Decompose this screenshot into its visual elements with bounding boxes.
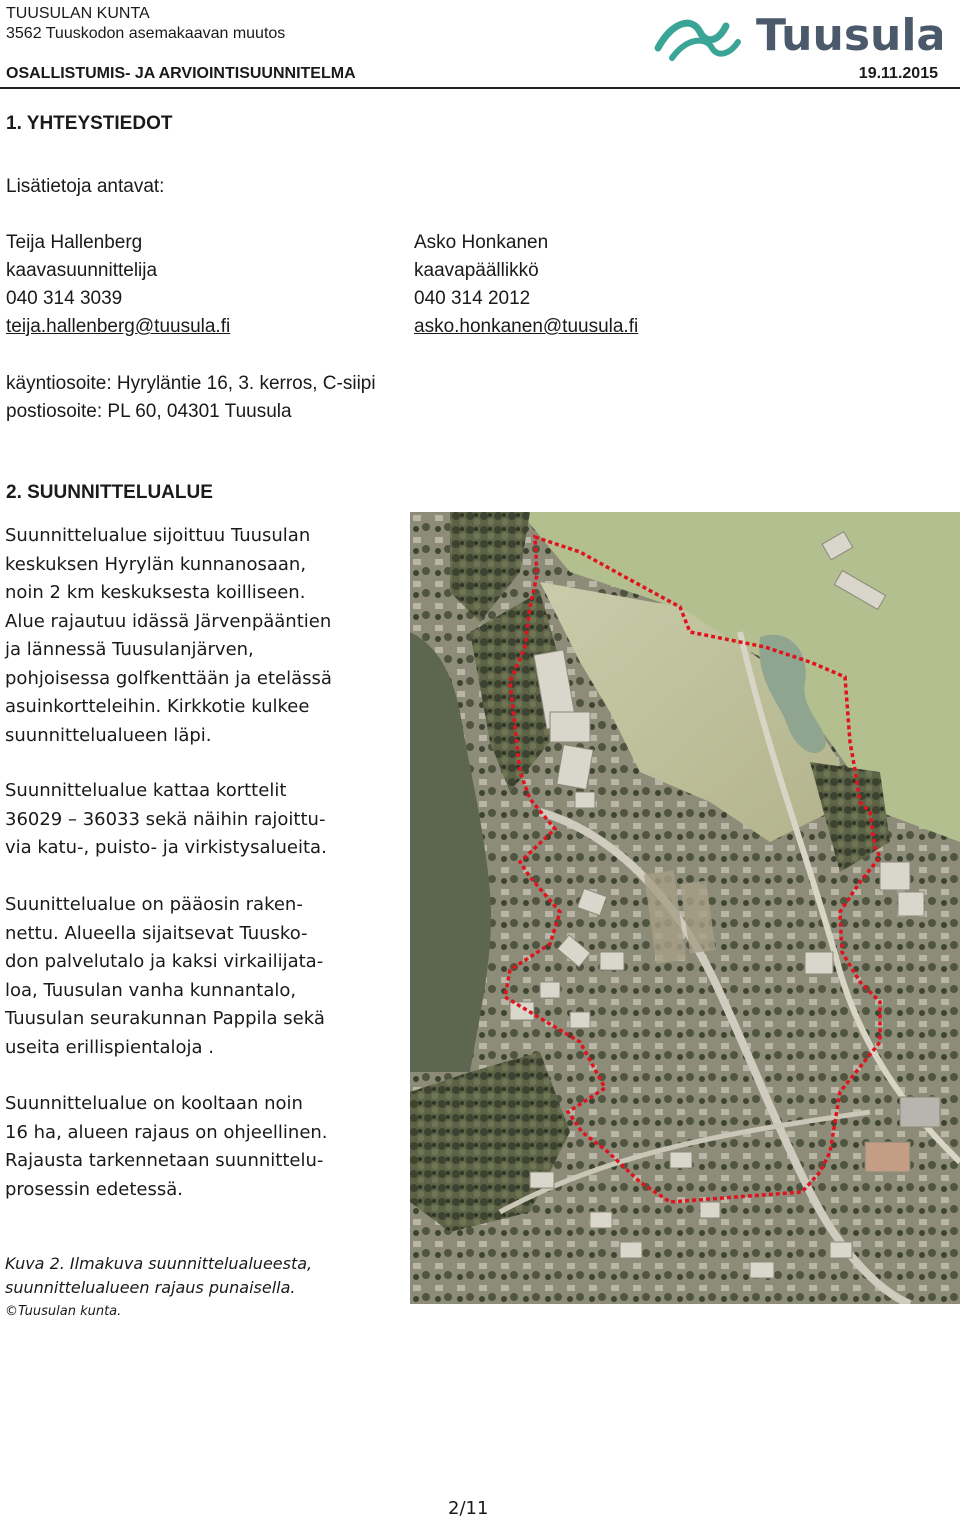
contact-title: kaavasuunnittelija	[6, 260, 158, 281]
page-number: 2/11	[448, 1498, 489, 1519]
figure-caption	[5, 1252, 312, 1300]
contact-name: Teija Hallenberg	[6, 232, 143, 253]
text-line: via katu-, puisto- ja virkistysalueita.	[5, 837, 327, 858]
contact-card-1	[6, 229, 230, 341]
contact-phone: 040 314 3039	[6, 288, 123, 309]
postal-address: postiosoite: PL 60, 04301 Tuusula	[6, 401, 292, 422]
section-1-heading: 1. YHTEYSTIEDOT	[6, 113, 173, 134]
text-line: 16 ha, alueen rajaus on ohjeellinen.	[5, 1121, 328, 1143]
contact-card-2	[414, 229, 638, 341]
paragraph-buildings	[5, 891, 325, 1062]
text-line: noin 2 km keskuksesta koilliseen.	[5, 582, 306, 603]
logo-text: Tuusula	[756, 10, 942, 61]
text-line: keskuksen Hyrylän kunnanosaan,	[5, 553, 307, 575]
text-line: asuinkortteleihin. Kirkkotie kulkee	[5, 696, 310, 717]
contact-email-link[interactable]: asko.honkanen@tuusula.fi	[414, 316, 639, 337]
text-line: Suunnittelualue sijoittuu Tuusulan	[5, 525, 311, 546]
header-document-type: OSALLISTUMIS- JA ARVIOINTISUUNNITELMA	[6, 65, 356, 82]
figure-credit: ©Tuusulan kunta.	[5, 1304, 122, 1319]
text-line: ja lännessä Tuusulanjärven,	[5, 639, 254, 660]
text-line: suunnittelualueen läpi.	[5, 724, 212, 746]
contact-phone: 040 314 2012	[414, 288, 531, 309]
paragraph-location	[5, 522, 332, 750]
tuusula-logo	[652, 2, 942, 66]
paragraph-size	[5, 1090, 328, 1204]
text-line: don palvelutalo ja kaksi virkailijata-	[5, 951, 324, 972]
text-line: Tuusulan seurakunnan Pappila sekä	[5, 1008, 325, 1029]
text-line: loa, Tuusulan vanha kunnantalo,	[5, 979, 297, 1001]
aerial-map-graphic	[410, 512, 960, 1304]
text-line: Rajausta tarkennetaan suunnittelu-	[5, 1150, 324, 1171]
header-project: 3562 Tuuskodon asemakaavan muutos	[6, 25, 286, 42]
text-line: useita erillispientaloja .	[5, 1036, 215, 1058]
visit-address: käyntiosoite: Hyryläntie 16, 3. kerros, C-siipi	[6, 373, 376, 394]
contact-name: Asko Honkanen	[414, 232, 549, 253]
text-line: 36029 – 36033 sekä näihin rajoittu-	[5, 808, 326, 830]
text-line: Suunnittelualue kattaa korttelit	[5, 780, 287, 801]
paragraph-blocks	[5, 777, 327, 863]
section-2-heading: 2. SUUNNITTELUALUE	[6, 482, 213, 503]
contact-title: kaavapäällikkö	[414, 260, 539, 281]
caption-line: Kuva 2. Ilmakuva suunnittelualueesta,	[5, 1254, 313, 1273]
text-line: Suunittelualue on pääosin raken-	[5, 894, 303, 915]
text-line: prosessin edetessä.	[5, 1178, 183, 1200]
text-line: Alue rajautuu idässä Järvenpääntien	[5, 610, 332, 632]
header-date: 19.11.2015	[858, 65, 938, 82]
header-divider	[0, 87, 960, 89]
header-organization: TUUSULAN KUNTA	[6, 5, 150, 22]
contact-email-link[interactable]: teija.hallenberg@tuusula.fi	[6, 316, 231, 337]
text-line: Suunnittelualue on kooltaan noin	[5, 1093, 303, 1114]
contacts-intro: Lisätietoja antavat:	[6, 176, 165, 197]
address-block	[6, 370, 376, 426]
text-line: pohjoisessa golfkenttään ja etelässä	[5, 667, 332, 689]
text-line: nettu. Alueella sijaitsevat Tuusko-	[5, 922, 308, 944]
aerial-photo-map	[410, 512, 960, 1304]
tuusula-logo-mark-icon	[652, 2, 942, 66]
caption-line: suunnittelualueen rajaus punaisella.	[5, 1278, 296, 1297]
